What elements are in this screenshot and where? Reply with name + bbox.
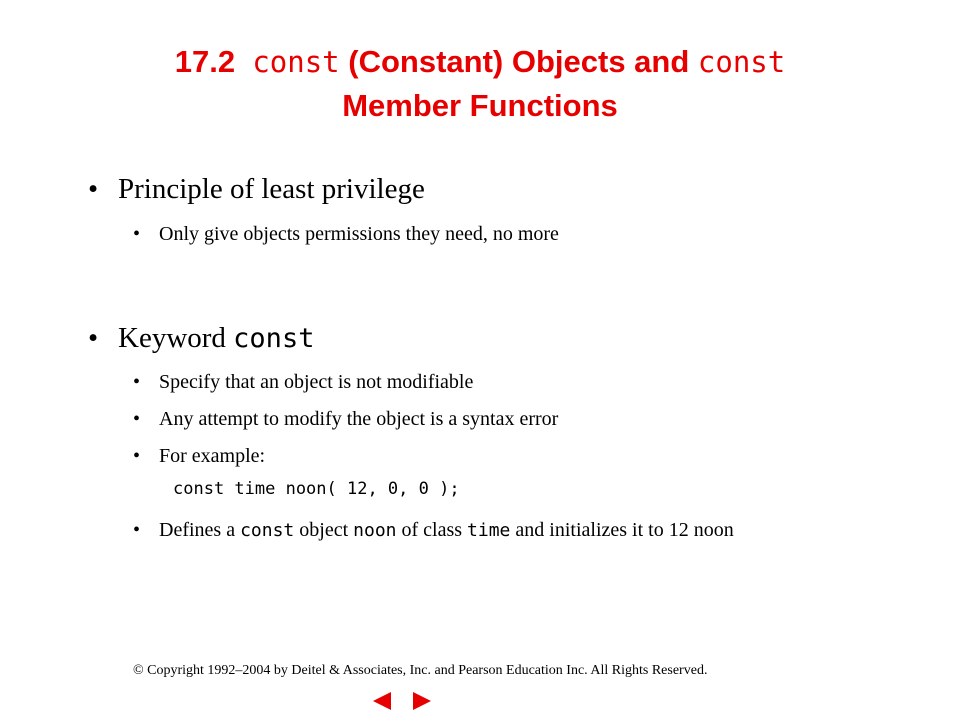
keyword-const-code: const xyxy=(233,323,315,354)
bullet-keyword-text xyxy=(118,321,314,356)
next-slide-button[interactable] xyxy=(407,688,437,714)
bullet-dot: • xyxy=(88,322,99,354)
previous-slide-button[interactable] xyxy=(367,688,397,714)
defines-text-3: of class xyxy=(401,519,463,541)
copyright-footer: © Copyright 1992–2004 by Deitel & Associates, Inc. and Pearson Education Inc. All Rights Reserved. xyxy=(133,663,708,678)
section-number: 17.2 xyxy=(174,44,236,79)
defines-text-1: Defines a xyxy=(159,519,236,541)
slide-title-line1 xyxy=(0,40,960,84)
defines-code-time: time xyxy=(467,520,511,541)
slide-title-line2: Member Functions xyxy=(342,88,618,123)
slide-title xyxy=(0,40,960,127)
subbullet-syntax-error-text: Any attempt to modify the object is a syntax error xyxy=(159,408,559,430)
bullet-dot: • xyxy=(133,408,141,430)
defines-text-2: object xyxy=(299,519,349,541)
bullet-dot: • xyxy=(133,371,141,393)
triangle-left-icon xyxy=(367,688,397,714)
defines-code-const: const xyxy=(240,520,295,541)
defines-text-4: and initializes it to 12 noon xyxy=(515,519,734,541)
bullet-dot: • xyxy=(133,445,141,467)
subbullet-defines-text xyxy=(159,516,879,545)
bullet-dot: • xyxy=(133,223,141,245)
bullet-principle-text: Principle of least privilege xyxy=(118,173,425,205)
title-middle-text: (Constant) Objects and xyxy=(348,44,690,79)
triangle-right-icon xyxy=(407,688,437,714)
subbullet-permissions-text: Only give objects permissions they need, no more xyxy=(159,223,559,245)
title-keyword-const: const xyxy=(252,45,340,79)
bullet-dot: • xyxy=(88,173,99,205)
defines-code-noon: noon xyxy=(353,520,397,541)
subbullet-not-modifiable-text: Specify that an object is not modifiable xyxy=(159,371,474,393)
code-example: const time noon( 12, 0, 0 ); xyxy=(173,479,460,499)
subbullet-example-text: For example: xyxy=(159,445,266,467)
title-keyword-const-2: const xyxy=(697,45,786,79)
bullet-dot: • xyxy=(133,519,141,541)
keyword-label: Keyword xyxy=(118,322,226,354)
